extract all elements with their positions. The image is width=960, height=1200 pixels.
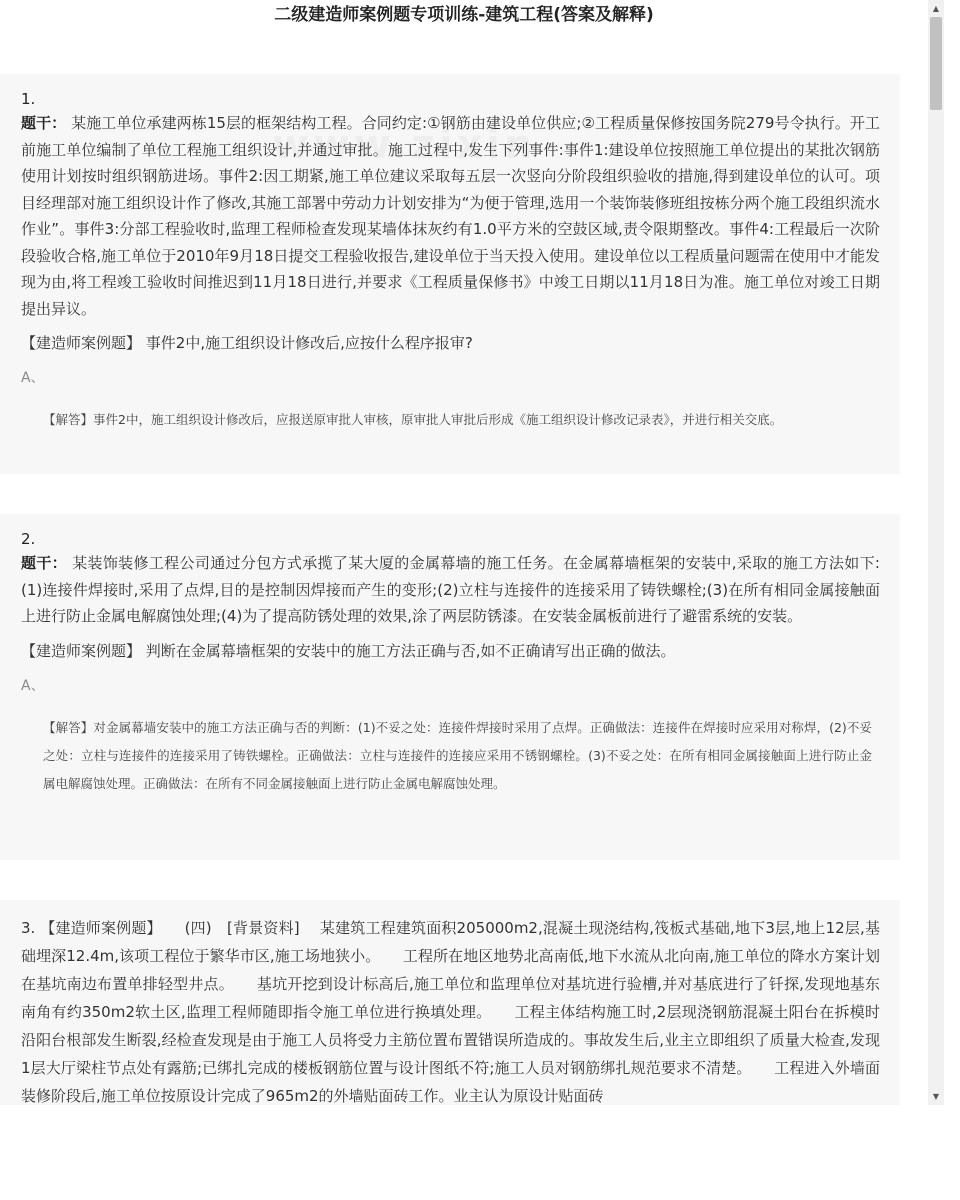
stem-label: 题干： [21, 114, 67, 132]
page-title: 二级建造师案例题专项训练-建筑工程(答案及解释) [274, 5, 654, 25]
question-number: 3. [21, 919, 36, 937]
answer-option-a[interactable]: A、 [21, 370, 45, 386]
scroll-thumb[interactable] [930, 17, 942, 110]
question-prompt: 【建造师案例题】 判断在金属幕墙框架的安装中的施工方法正确与否,如不正确请写出正确的做法。 [21, 641, 676, 660]
stem-label: 题干： [21, 554, 68, 572]
question-stem [21, 110, 880, 322]
stem-text: 【建造师案例题】 (四) [背景资料] 某建筑工程建筑面积205000m2,混凝土现浇结构,筏板式基础,地下3层,地上12层,基础埋深12.4m,该项工程位于繁华市区,施工场地狭小。 工程所在地区地势北高南低,地下水流从北向南,施工单位的降水方案计划在基坑南边布置单排轻型井点。 基坑开挖到设计标高后,施工单位和监理单位对基坑进行验槽,并对基底进行了钎探,发现地基东南角有约350m2软土区,监理工程师随即指令施工单位进行换填处理。 工程主体结构施工时,2层现浇钢筋混凝土阳台在拆模时沿阳台根部发生断裂,经检查发现是由于施工人员将受力主筋位置布置错误所造成的。事故发生后,业主立即组织了质量大检查,发现1层大厅梁柱节点处有露筋;已绑扎完成的楼板钢筋位置与设计图纸不符;施工人员对钢筋绑扎规范要求不清楚。 工程进入外墙面装修阶段后,施工单位按原设计完成了965m2的外墙贴面砖工作。业主认为原设计贴面砖 [21, 919, 880, 1105]
question-card-3 [0, 900, 900, 1105]
answer-explanation: 【解答】事件2中，施工组织设计修改后，应报送原审批人审核，原审批人审批后形成《施工组织设计修改记录表》，并进行相关交底。 [43, 412, 783, 427]
question-number: 1. [21, 90, 36, 108]
question-card-1 [0, 74, 900, 474]
question-stem [21, 914, 880, 1105]
vertical-scrollbar[interactable] [928, 0, 944, 1105]
stem-text: 某装饰装修工程公司通过分包方式承揽了某大厦的金属幕墙的施工任务。在金属幕墙框架的安装中,采取的施工方法如下:(1)连接件焊接时,采用了点焊,目的是控制因焊接而产生的变形;(2)立柱与连接件的连接采用了铸铁螺栓;(3)在所有相同金属接触面上进行防止金属电解腐蚀处理;(4)为了提高防锈处理的效果,涂了两层防锈漆。在安装金属板前进行了避雷系统的安装。 [21, 554, 880, 625]
question-prompt: 【建造师案例题】 事件2中,施工组织设计修改后,应按什么程序报审? [21, 334, 473, 352]
scroll-up-icon[interactable]: ▲ [932, 4, 940, 13]
answer-explanation: 【解答】对金属幕墙安装中的施工方法正确与否的判断：(1)不妥之处：连接件焊接时采用了点焊。正确做法：连接件在焊接时应采用对称焊，(2)不妥之处：立柱与连接件的连接采用了铸铁螺栓。正确做法：立柱与连接件的连接应采用不锈钢螺栓。(3)不妥之处：在所有相同金属接触面上进行防止金属电解腐蚀处理。正确做法：在所有不同金属接触面上进行防止金属电解腐蚀处理。 [43, 719, 872, 791]
question-stem [21, 550, 880, 630]
scroll-down-icon[interactable]: ▼ [932, 1092, 940, 1101]
stem-text: 某施工单位承建两栋15层的框架结构工程。合同约定:①钢筋由建设单位供应;②工程质量保修按国务院279号令执行。开工前施工单位编制了单位工程施工组织设计,并通过审批。施工过程中,发生下列事件:事件1:建设单位按照施工单位提出的某批次钢筋使用计划按时组织钢筋进场。事件2:因工期紧,施工单位建议采取每五层一次竖向分阶段组织验收的措施,得到建设单位的认可。项目经理部对施工组织设计作了修改,其施工部署中劳动力计划安排为“为便于管理,选用一个装饰装修班组按栋分两个施工段组织流水作业”。事件3:分部工程验收时,监理工程师检查发现某墙体抹灰约有1.0平方米的空鼓区域,责令限期整改。事件4:工程最后一次阶段验收合格,施工单位于2010年9月18日提交工程验收报告,建设单位于当天投入使用。建设单位以工程质量问题需在使用中才能发现为由,将工程竣工验收时间推迟到11月18日进行,并要求《工程质量保修书》中竣工日期以11月18日为准。施工单位对竣工日期提出异议。 [21, 114, 880, 318]
answer-option-a[interactable]: A、 [21, 677, 45, 694]
question-number: 2. [21, 530, 36, 548]
question-card-2 [0, 514, 900, 860]
